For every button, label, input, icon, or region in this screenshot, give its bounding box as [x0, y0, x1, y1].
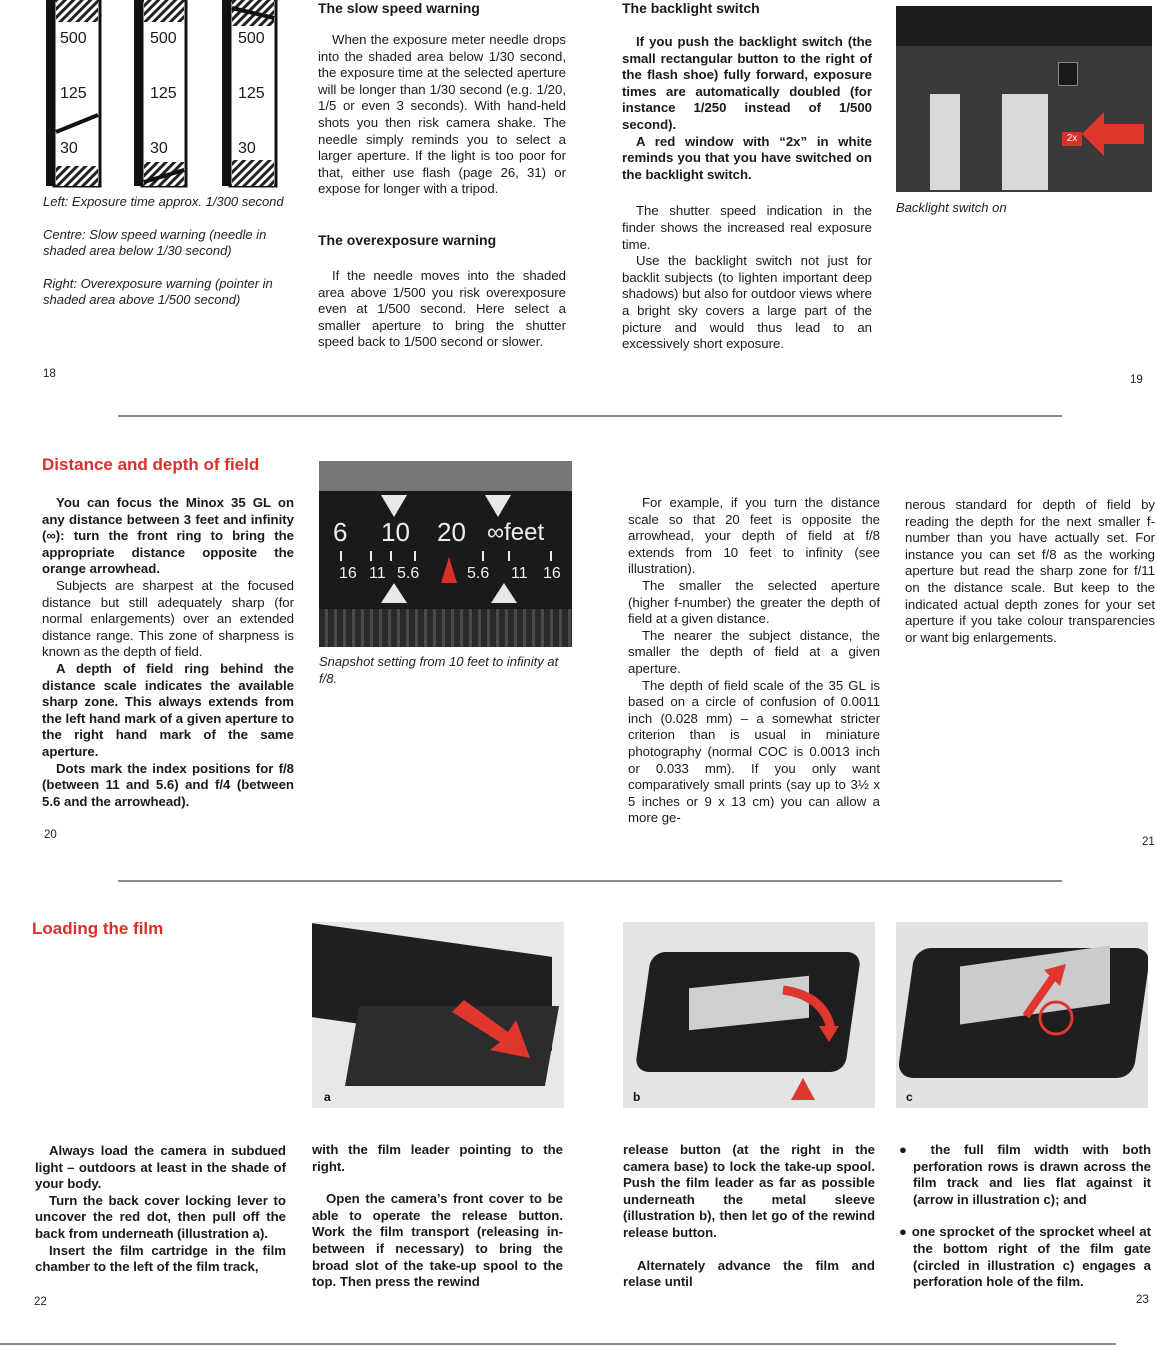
arrow-icon — [452, 992, 542, 1062]
loading-text-col1 — [35, 1143, 286, 1276]
loading-title: Loading the film — [32, 919, 164, 938]
page-divider-3 — [0, 1343, 1116, 1345]
gauge-centre-tick-125: 125 — [150, 85, 177, 102]
scale-b-16-left: 16 — [339, 565, 357, 582]
backlight-para-1: If you push the backlight switch (the small rectangular button to the right of the flash shoe) fully forward, exposure times are automatically doubled (for instance 1/250 instead of 1/500 second). — [622, 34, 872, 132]
loading-para-6: release button (at the right in the camera base) to lock the take-up spool. Push the film leader as far as possible underneath the metal sleeve (illustration b), then let go of the rewind release button. — [623, 1142, 875, 1240]
distance-scale-photo — [319, 461, 572, 647]
scale-b-11-left: 11 — [369, 565, 386, 582]
slow-speed-heading: The slow speed warning — [318, 0, 480, 16]
page-number-21: 21 — [1142, 836, 1155, 848]
scale-b-16-right: 16 — [543, 565, 561, 582]
arrow-icon — [1082, 112, 1144, 156]
distance-para-2: Subjects are sharpest at the focused distance but still adequately sharp (for normal enlargements) over an extended distance range. This zone of sharpness is known as the depth of field. — [42, 577, 294, 660]
scale-10: 10 — [381, 517, 410, 547]
scale-marks — [319, 491, 572, 609]
bullet-icon: ● — [899, 1224, 908, 1240]
page-number-22: 22 — [34, 1296, 47, 1308]
caption-left: Left: Exposure time approx. 1/300 second — [43, 194, 284, 209]
backlight-heading: The backlight switch — [622, 0, 760, 16]
distance-para-3: A depth of field ring behind the distance scale indicates the available sharp zone. This always extends from the left hand mark of a given aperture to the right hand mark of the same aperture. — [42, 660, 294, 759]
depth-text-col2 — [905, 497, 1155, 646]
distance-para-4: Dots mark the index positions for f/8 (between 11 and 5.6) and f/4 (between 5.6 and the arrowhead). — [42, 760, 294, 809]
loading-para-1: Always load the camera in subdued light – outdoors at least in the shade of your body. — [35, 1143, 286, 1192]
depth-para-1: For example, if you turn the distance scale so that 20 feet is opposite the arrowhead, your depth of field at f/8 extends from 10 feet to infinity (see illustration). — [628, 495, 880, 577]
distance-para-1: You can focus the Minox 35 GL on any distance between 3 feet and infinity (∞): turn the front ring to bring the appropriate distance opposite the orange arrowhead. — [42, 495, 294, 577]
page-number-19: 19 — [1130, 374, 1143, 386]
gauge-centre-tick-500: 500 — [150, 30, 177, 47]
depth-para-3: The nearer the subject distance, the smaller the depth of field at a given aperture. — [628, 627, 880, 676]
gauge-right-tick-500: 500 — [238, 30, 265, 47]
page-divider-1 — [118, 415, 1062, 417]
distance-text — [42, 495, 294, 810]
backlight-badge: 2x — [1062, 132, 1082, 146]
scale-b-11-right: 11 — [511, 565, 528, 582]
distance-title: Distance and depth of field — [42, 455, 260, 474]
backlight-para-3: The shutter speed indication in the finder shows the increased real exposure time. — [622, 203, 872, 252]
page-divider-2 — [118, 880, 1062, 882]
depth-para-2: The smaller the selected aperture (higher f-number) the greater the depth of field at a given distance. — [628, 577, 880, 627]
photo-label-b: b — [633, 1090, 641, 1104]
scale-b-56-left: 5.6 — [397, 565, 420, 582]
loading-photo-c — [896, 922, 1148, 1108]
scale-b-56-right: 5.6 — [467, 565, 490, 582]
loading-para-7: Alternately advance the film and relase until — [623, 1257, 875, 1290]
slow-speed-text — [318, 32, 566, 198]
arrow-icon — [773, 982, 843, 1108]
distance-caption: Snapshot setting from 10 feet to infinity at f/8. — [319, 654, 559, 686]
loading-para-2: Turn the back cover locking lever to uncover the red dot, then pull off the back from underneath (illustration a). — [35, 1192, 286, 1241]
gauge-right-tick-125: 125 — [238, 85, 265, 102]
loading-photo-a — [312, 922, 564, 1108]
gauge-right-tick-30: 30 — [238, 140, 256, 157]
loading-text-col3 — [623, 1142, 875, 1291]
page-number-23: 23 — [1136, 1294, 1149, 1306]
gauge-centre-tick-30: 30 — [150, 140, 168, 157]
scale-20: 20 — [437, 517, 466, 547]
loading-text-col2 — [312, 1142, 563, 1291]
photo-label-a: a — [324, 1090, 331, 1104]
caption-centre: Centre: Slow speed warning (needle in shaded area below 1/30 second) — [43, 226, 267, 258]
caption-right: Right: Overexposure warning (pointer in shaded area above 1/500 second) — [43, 275, 273, 307]
loading-para-5: Open the camera’s front cover to be able to operate the release button. Work the film transport (releasing in-between if necessary) to bring the broad slot of the take-up spool to the top. Then press the rewind — [312, 1191, 563, 1290]
loading-bullets — [899, 1142, 1151, 1307]
page-number-18: 18 — [43, 368, 56, 380]
loading-para-4: with the film leader pointing to the right. — [312, 1142, 563, 1174]
depth-text-col1 — [628, 495, 880, 827]
page-number-20: 20 — [44, 829, 57, 841]
scale-6: 6 — [333, 517, 348, 547]
overexposure-heading: The overexposure warning — [318, 232, 497, 248]
arrow-icon — [1006, 956, 1096, 1046]
photo-label-c: c — [906, 1090, 913, 1104]
backlight-text — [622, 34, 872, 353]
depth-para-4: The depth of field scale of the 35 GL is based on a circle of confusion of 0.0011 inch (0.028 mm) – a somewhat stricter criterion than is usual in miniature photography (normal COC is 0.0013 inch or 0.033 mm). If you only want comparatively small prints (say up to 3½ x 5 inches or 9 x 13 cm) you can allow a more ge- — [628, 677, 880, 826]
scale-infinity: ∞feet — [487, 519, 545, 546]
overexposure-text — [318, 268, 566, 351]
slow-speed-para: When the exposure meter needle drops into the shaded area below 1/30 second, the exposure time at the selected aperture will be longer than 1/30 second (e.g. 1/20, 1/5 or even 3 seconds). With hand-held shots you then risk camera shake. The needle simply reminds you to select a larger aperture. If the light is too poor for that, either use flash (page 26, 31) or expose for longer with a tripod. — [318, 32, 566, 197]
loading-photo-b — [623, 922, 875, 1108]
bullet-item-1: ● the full film width with both perforation rows is drawn across the film track and lies flat against it (arrow in illustration c); and — [899, 1142, 1151, 1207]
backlight-photo — [896, 6, 1152, 192]
bullet-icon: ● — [899, 1142, 917, 1157]
loading-para-3: Insert the film cartridge in the film chamber to the left of the film track, — [35, 1242, 286, 1275]
gauge-left-tick-125: 125 — [60, 85, 87, 102]
backlight-para-2: A red window with “2x” in white reminds you that you have switched on the backlight switch. — [622, 133, 872, 182]
backlight-para-4: Use the backlight switch not just for backlit subjects (to lighten important deep shadows) but also for outdoor views where a bright sky covers a large part of the picture and would thus lead to an excessively short exposure. — [622, 253, 872, 352]
backlight-caption: Backlight switch on — [896, 200, 1007, 215]
overexposure-para: If the needle moves into the shaded area above 1/500 you risk overexposure even at 1/500 second. Here select a smaller aperture to bring the shutter speed back to 1/500 second or slower. — [318, 268, 566, 350]
gauge-captions — [43, 194, 295, 325]
gauge-left-tick-30: 30 — [60, 140, 78, 157]
bullet-item-2: ● one sprocket of the sprocket wheel at the bottom right of the film gate (circled in illustration c) engages a perforation hole of the film. — [899, 1224, 1151, 1290]
gauge-left-tick-500: 500 — [60, 30, 87, 47]
depth-para-5: nerous standard for depth of field by reading the depth for the next smaller f-number than you have actually set. For instance you can set f/8 as the working aperture but read the sharp zone for f/11 on the distance scale. But keep to the indicated actual depth zones for your set aperture if you take colour transparencies or want big enlargements. — [905, 497, 1155, 645]
